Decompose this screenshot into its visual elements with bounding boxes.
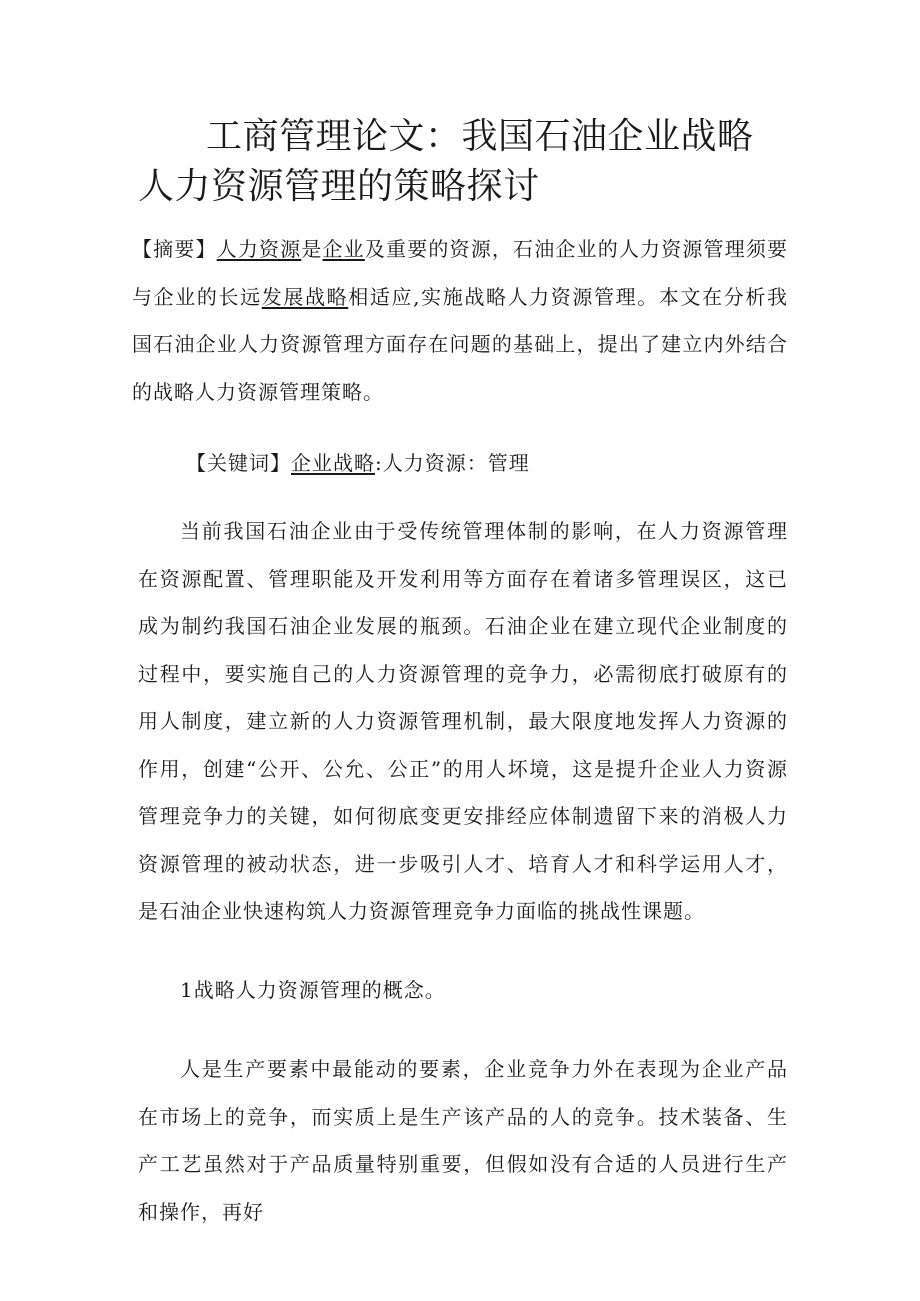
keywords-line <box>186 440 786 488</box>
abstract-text-2: 及重要的资源，石油企业的人力资源管理须要与企业的长远 <box>132 237 789 309</box>
abstract-link-human-resources[interactable]: 人力资源 <box>216 237 302 261</box>
document-title: 工商管理论文：我国石油企业战略人力资源管理的策略探讨 <box>138 116 754 207</box>
abstract-link-enterprise[interactable]: 企业 <box>322 237 365 261</box>
abstract-label: 【摘要】 <box>132 237 217 261</box>
abstract-text-1: 是 <box>301 237 323 261</box>
section-1-heading: 1战略人力资源管理的概念。 <box>180 978 446 1002</box>
abstract-paragraph <box>132 226 788 416</box>
abstract-link-development-strategy[interactable]: 发展战略 <box>261 284 349 309</box>
keyword-link-enterprise-strategy[interactable]: 企业战略 <box>291 451 375 475</box>
keywords-text: :人力资源：管理 <box>375 451 530 475</box>
section-1-paragraph: 人是生产要素中最能动的要素，企业竞争力外在表现为企业产品在市场上的竞争，而实质上是生产该产品的人的竞争。技术装备、生产工艺虽然对于产品质量特别重要，但假如没有合适的人员进行生产和操作，再好 <box>138 1057 788 1224</box>
intro-paragraph: 当前我国石油企业由于受传统管理体制的影响，在人力资源管理在资源配置、管理职能及开发利用等方面存在着诸多管理误区，这已成为制约我国石油企业发展的瓶颈。石油企业在建立现代企业制度的过程中，要实施自己的人力资源管理的竞争力，必需彻底打破原有的用人制度，建立新的人力资源管理机制，最大限度地发挥人力资源的作用，创建“公开、公允、公正”的用人坏境，这是提升企业人力资源管理竞争力的关键，如何彻底变更安排经应体制遗留下来的消极人力资源管理的被动状态，进一步吸引人才、培育人才和科学运用人才，是石油企业快速构筑人力资源管理竞争力面临的挑战性课题。 <box>138 519 788 923</box>
keywords-label: 【关键词】 <box>186 451 291 475</box>
abstract-text-3: 相适应,实施战略人力资源管理。本文在分析我国石油企业人力资源管理方面存在问题的基础上，提出了建立内外结合的战略人力资源管理策略。 <box>132 284 789 404</box>
